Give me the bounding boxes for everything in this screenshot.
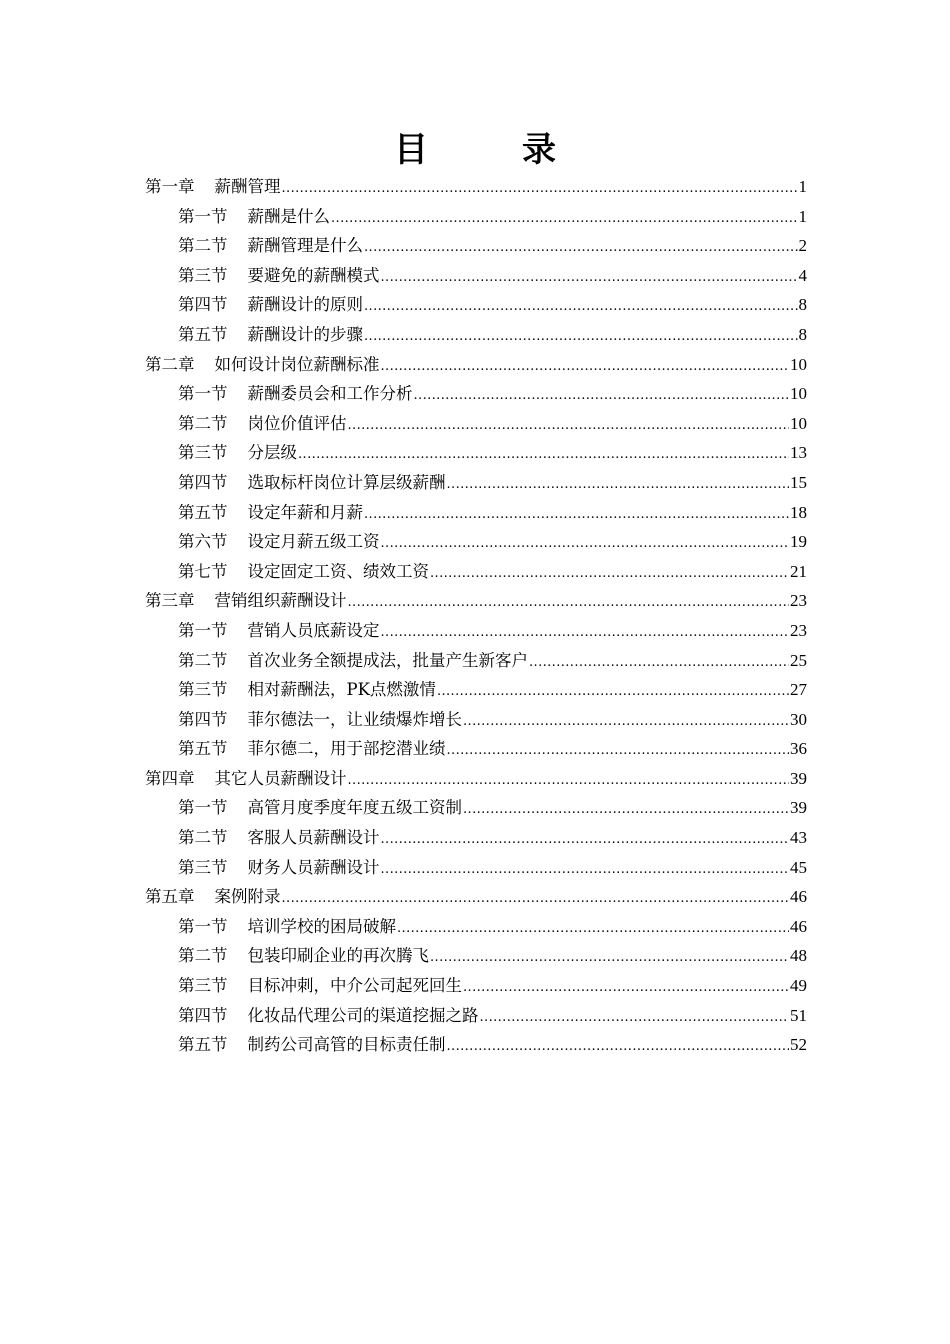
entry-number: 第五节: [178, 502, 228, 522]
entry-number: 第二节: [178, 828, 228, 848]
toc-section-entry[interactable]: [145, 468, 807, 498]
entry-title: 选取标杆岗位计算层级薪酬: [247, 472, 446, 492]
entry-number: 第三节: [178, 443, 228, 463]
toc-chapter-entry[interactable]: [145, 172, 807, 202]
dot-leader: [447, 470, 790, 500]
entry-title: 薪酬管理是什么: [247, 236, 363, 256]
entry-page-number: 30: [790, 709, 807, 729]
toc-section-entry[interactable]: [145, 823, 807, 853]
entry-number: 第四节: [178, 709, 228, 729]
entry-page-number: 46: [790, 887, 807, 907]
toc-section-entry[interactable]: [145, 793, 807, 823]
dot-leader: [348, 411, 790, 441]
entry-title: 菲尔德二，用于部挖潜业绩: [247, 739, 446, 759]
entry-number: 第三节: [178, 976, 228, 996]
entry-title: 薪酬是什么: [247, 206, 330, 226]
toc-section-entry[interactable]: [145, 941, 807, 971]
dot-leader: [348, 766, 790, 796]
entry-number: 第四章: [145, 768, 195, 788]
entry-title: 岗位价值评估: [247, 413, 347, 433]
dot-leader: [381, 825, 790, 855]
entry-number: 第二节: [178, 650, 228, 670]
toc-section-entry[interactable]: [145, 498, 807, 528]
toc-section-entry[interactable]: [145, 1001, 807, 1031]
entry-number: 第一节: [178, 384, 228, 404]
entry-title: 要避免的薪酬模式: [247, 265, 380, 285]
toc-section-entry[interactable]: [145, 231, 807, 261]
entry-number: 第一节: [178, 206, 228, 226]
entry-page-number: 4: [798, 265, 807, 285]
entry-title: 客服人员薪酬设计: [247, 828, 380, 848]
toc-section-entry[interactable]: [145, 527, 807, 557]
entry-number: 第五章: [145, 887, 195, 907]
toc-section-entry[interactable]: [145, 379, 807, 409]
dot-leader: [447, 1032, 790, 1062]
entry-page-number: 13: [790, 443, 807, 463]
toc-section-entry[interactable]: [145, 409, 807, 439]
entry-title: 设定固定工资、绩效工资: [247, 561, 429, 581]
toc-section-entry[interactable]: [145, 646, 807, 676]
entry-number: 第一节: [178, 620, 228, 640]
dot-leader: [529, 648, 789, 678]
entry-page-number: 23: [790, 620, 807, 640]
entry-page-number: 2: [798, 236, 807, 256]
entry-number: 第四节: [178, 295, 228, 315]
toc-chapter-entry[interactable]: [145, 764, 807, 794]
entry-number: 第二节: [178, 946, 228, 966]
toc-section-entry[interactable]: [145, 202, 807, 232]
entry-title: 设定月薪五级工资: [247, 532, 380, 552]
entry-title: 包装印刷企业的再次腾飞: [247, 946, 429, 966]
entry-title: 营销组织薪酬设计: [214, 591, 347, 611]
dot-leader: [480, 1003, 790, 1033]
entry-page-number: 39: [790, 768, 807, 788]
entry-title: 菲尔德法一，让业绩爆炸增长: [247, 709, 462, 729]
entry-number: 第三章: [145, 591, 195, 611]
toc-section-entry[interactable]: [145, 290, 807, 320]
entry-title: 其它人员薪酬设计: [214, 768, 347, 788]
toc-chapter-entry[interactable]: [145, 350, 807, 380]
dot-leader: [397, 914, 789, 944]
entry-number: 第一节: [178, 798, 228, 818]
dot-leader: [364, 233, 798, 263]
entry-title: 化妆品代理公司的渠道挖掘之路: [247, 1005, 479, 1025]
entry-title: 如何设计岗位薪酬标准: [214, 354, 380, 374]
entry-number: 第二节: [178, 236, 228, 256]
entry-number: 第六节: [178, 532, 228, 552]
dot-leader: [447, 736, 790, 766]
entry-page-number: 21: [790, 561, 807, 581]
entry-page-number: 19: [790, 532, 807, 552]
entry-number: 第二节: [178, 413, 228, 433]
toc-section-entry[interactable]: [145, 675, 807, 705]
dot-leader: [437, 677, 789, 707]
toc-chapter-entry[interactable]: [145, 882, 807, 912]
toc-section-entry[interactable]: [145, 971, 807, 1001]
entry-title: 营销人员底薪设定: [247, 620, 380, 640]
dot-leader: [364, 322, 798, 352]
entry-page-number: 18: [790, 502, 807, 522]
dot-leader: [331, 204, 798, 234]
entry-page-number: 51: [790, 1005, 807, 1025]
entry-number: 第三节: [178, 680, 228, 700]
entry-number: 第四节: [178, 1005, 228, 1025]
dot-leader: [463, 795, 789, 825]
toc-section-entry[interactable]: [145, 734, 807, 764]
dot-leader: [348, 588, 790, 618]
entry-title: 相对薪酬法，PK点燃激情: [247, 680, 436, 700]
entry-title: 目标冲刺，中介公司起死回生: [247, 976, 462, 996]
entry-page-number: 49: [790, 976, 807, 996]
entry-page-number: 39: [790, 798, 807, 818]
entry-page-number: 10: [790, 384, 807, 404]
entry-title: 案例附录: [214, 887, 281, 907]
entry-title: 薪酬管理: [214, 177, 281, 196]
entry-page-number: 27: [790, 680, 807, 700]
toc-list: [145, 172, 807, 1060]
entry-page-number: 1: [798, 206, 807, 226]
dot-leader: [282, 884, 790, 914]
toc-chapter-entry[interactable]: [145, 586, 807, 616]
entry-title: 薪酬委员会和工作分析: [247, 384, 413, 404]
entry-number: 第一节: [178, 916, 228, 936]
entry-page-number: 43: [790, 828, 807, 848]
dot-leader: [282, 174, 798, 204]
toc-section-entry[interactable]: [145, 320, 807, 350]
entry-page-number: 46: [790, 916, 807, 936]
entry-page-number: 45: [790, 857, 807, 877]
entry-title: 财务人员薪酬设计: [247, 857, 380, 877]
entry-number: 第一章: [145, 177, 195, 196]
toc-title: 目 录: [394, 130, 586, 170]
toc-section-entry[interactable]: [145, 705, 807, 735]
entry-page-number: 10: [790, 354, 807, 374]
dot-leader: [381, 529, 790, 559]
toc-section-entry[interactable]: [145, 912, 807, 942]
entry-page-number: 25: [790, 650, 807, 670]
entry-title: 薪酬设计的原则: [247, 295, 363, 315]
entry-page-number: 8: [798, 324, 807, 344]
toc-section-entry[interactable]: [145, 438, 807, 468]
entry-title: 薪酬设计的步骤: [247, 324, 363, 344]
toc-section-entry[interactable]: [145, 261, 807, 291]
entry-page-number: 1: [798, 177, 807, 196]
entry-number: 第三节: [178, 265, 228, 285]
entry-page-number: 36: [790, 739, 807, 759]
entry-number: 第五节: [178, 739, 228, 759]
dot-leader: [430, 943, 789, 973]
toc-section-entry[interactable]: [145, 557, 807, 587]
dot-leader: [298, 440, 789, 470]
entry-number: 第二章: [145, 354, 195, 374]
entry-page-number: 23: [790, 591, 807, 611]
entry-number: 第三节: [178, 857, 228, 877]
entry-page-number: 48: [790, 946, 807, 966]
entry-number: 第四节: [178, 472, 228, 492]
dot-leader: [463, 973, 789, 1003]
entry-title: 制药公司高管的目标责任制: [247, 1035, 446, 1055]
entry-page-number: 8: [798, 295, 807, 315]
entry-page-number: 52: [790, 1035, 807, 1055]
dot-leader: [381, 855, 790, 885]
entry-title: 首次业务全额提成法，批量产生新客户: [247, 650, 528, 670]
toc-section-entry[interactable]: [145, 1030, 807, 1060]
toc-section-entry[interactable]: [145, 853, 807, 883]
entry-number: 第五节: [178, 1035, 228, 1055]
dot-leader: [381, 618, 790, 648]
entry-page-number: 10: [790, 413, 807, 433]
entry-number: 第七节: [178, 561, 228, 581]
dot-leader: [364, 500, 789, 530]
entry-page-number: 15: [790, 472, 807, 492]
dot-leader: [414, 381, 790, 411]
dot-leader: [430, 559, 789, 589]
entry-title: 分层级: [247, 443, 297, 463]
entry-number: 第五节: [178, 324, 228, 344]
dot-leader: [463, 707, 789, 737]
entry-title: 设定年薪和月薪: [247, 502, 363, 522]
toc-section-entry[interactable]: [145, 616, 807, 646]
dot-leader: [381, 263, 798, 293]
dot-leader: [364, 292, 798, 322]
entry-title: 高管月度季度年度五级工资制: [247, 798, 462, 818]
dot-leader: [381, 352, 790, 382]
entry-title: 培训学校的困局破解: [247, 916, 396, 936]
